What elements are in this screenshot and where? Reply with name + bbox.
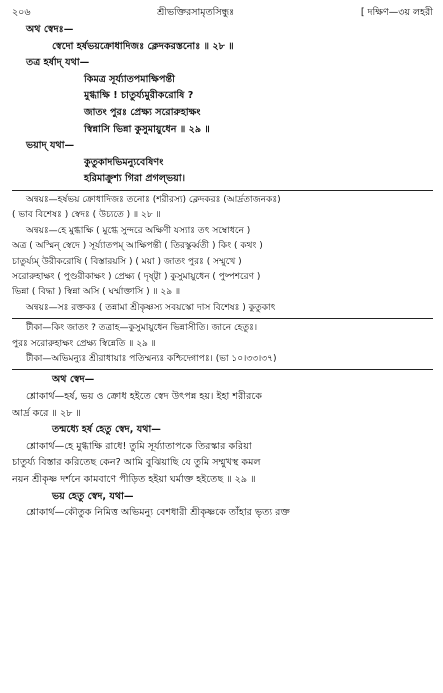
- anvaya-line: অন্বয়ঃ—হর্ষভয় ক্রোধাদিজঃ তনোঃ (শরীরস্য) ক্লেদকরঃ (আর্দ্রতাজনকঃ): [26, 194, 281, 205]
- divider: [12, 318, 433, 319]
- bengali-line: নয়ন শ্রীকৃষ্ণ দর্শনে কামবাণে পীড়িত হইয়া ঘর্মাক্ত হইতেছ ॥ ২৯ ॥: [12, 473, 256, 485]
- tika-line: টীকা—কিং জাতং ? তত্রাহ—কুসুমায়ুধেন ভিন্নাসীতি। জানে হেতুঃ।: [26, 323, 258, 334]
- bengali-line: শ্লোকার্থ—হর্ষ, ভয় ও ক্রোধ হইতে স্বেদ উৎপন্ন হয়। ইহা শরীরকে: [26, 391, 262, 402]
- anvaya-block: [12, 193, 433, 316]
- divider: [12, 369, 433, 370]
- page-header: [12, 6, 433, 22]
- bengali-line: আর্দ্র করে ॥ ২৮ ॥: [12, 407, 81, 419]
- anvaya-line: অন্বয়ঃ—হে মুগ্ধাক্ষি ( মুগ্ধে সুন্দরে অক্ষিণী যস্যাঃ তৎ সম্বোধনে ): [26, 225, 251, 236]
- tika-line: পুরঃ সরোরুহাক্ষং প্রেক্ষ্য স্বিন্নেতি ॥ ২৯ ॥: [12, 338, 156, 349]
- anvaya-line: ভিন্না ( বিদ্ধা ) স্বিন্না অসি ( ঘর্ম্মাক্তাসি ) ॥ ২৯ ॥: [12, 287, 181, 298]
- tika-line: টীকা—অভিমন্যুঃ শ্রীরাধায়াঃ পতিম্মন্যঃ কশ্চিদ্গোপঃ। (ভা ১০।৩৩।৩৭): [26, 354, 277, 364]
- verses-line: মুগ্ধাক্ষি ! চাতুর্য্যমুরীকরোষি ?: [84, 90, 194, 102]
- verses-line: কিমত্র সূর্য্যাতপমাক্ষিপন্তী: [84, 73, 175, 85]
- anvaya-line: অন্বয়ঃ—সঃ রক্তকঃ ( তন্নামা শ্রীকৃষ্ণস্য সবয়স্কো দাস বিশেষঃ ) কুতুকাৎ: [26, 302, 276, 313]
- verses-line: হরিমাক্রুশ্য গিরা প্রগল্‌ভয়া।: [84, 173, 186, 185]
- section-label: [ দক্ষিণ—৩য় লহরী: [360, 7, 433, 18]
- verses-line: তত্র হর্ষাদ্ যথা—: [26, 57, 90, 69]
- bengali-line: অথ স্বেদ—: [52, 374, 95, 386]
- translation-block: [12, 372, 433, 521]
- verse-block: [12, 22, 433, 188]
- divider: [12, 190, 433, 191]
- bengali-line: ভয় হেতু স্বেদ, যথা—: [52, 490, 134, 502]
- verses-line: ভয়াদ্ যথা—: [26, 140, 75, 152]
- bengali-line: তন্মধ্যে হর্ষ হেতু স্বেদ, যথা—: [52, 424, 161, 436]
- anvaya-line: ( ভাব বিশেষঃ ) স্বেদঃ ( উচ্যতে ) ॥ ২৮ ॥: [12, 210, 161, 221]
- bengali-line: চাতুর্য্য বিস্তার করিতেছ কেন? আমি বুঝিয়াছি যে তুমি সম্মুখস্থ কমল: [12, 457, 261, 469]
- verses-line: অথ স্বেদঃ—: [26, 24, 74, 35]
- anvaya-line: চাতুর্য্যম্ উরীকরোষি ( বিস্তারয়সি ) ( ময়া ) জাতং পুরঃ ( সম্মুখে ): [12, 256, 242, 267]
- verses-line: জাতং পুরঃ প্রেক্ষ্য সরোরুহাক্ষং: [84, 106, 201, 118]
- running-title: শ্রীভক্তিরসামৃতসিন্ধুঃ: [157, 7, 235, 18]
- verses-line: কুতুকাদভিমন্যুবেষিণং: [84, 156, 164, 168]
- verses-line: স্বেদো হর্ষভয়ক্রোধাদিজঃ ক্লেদকরস্তনোঃ ॥ ২৮ ॥: [52, 40, 234, 52]
- page-number: ২০৬: [12, 7, 31, 18]
- anvaya-line: সরোরুহাক্ষং ( পুণ্ডরীকাক্ষং ) প্রেক্ষ্য ( দৃষ্ট্বা ) কুসুমায়ুধেন ( পুষ্পশরেণ ): [12, 271, 261, 282]
- anvaya-line: অত্র ( অস্মিন্ স্বেদে ) সূর্য্যাতপম্ আক্ষিপন্তী ( তিরস্কুর্ব্বতী ) কিং ( কথং ): [12, 241, 263, 252]
- tika-block: [12, 321, 433, 367]
- bengali-line: শ্লোকার্থ—কৌতুক নিমিত্ত অভিমন্যু বেশধারী শ্রীকৃষ্ণকে তাঁহার ভৃত্য রক্ত: [26, 507, 290, 519]
- verses-line: স্বিন্নাসি ভিন্না কুসুমায়ুধেন ॥ ২৯ ॥: [84, 123, 210, 135]
- bengali-line: শ্লোকার্থ—হে মুগ্ধাক্ষি রাধে! তুমি সূর্য্যাতাপকে তিরস্কার করিয়া: [26, 440, 252, 452]
